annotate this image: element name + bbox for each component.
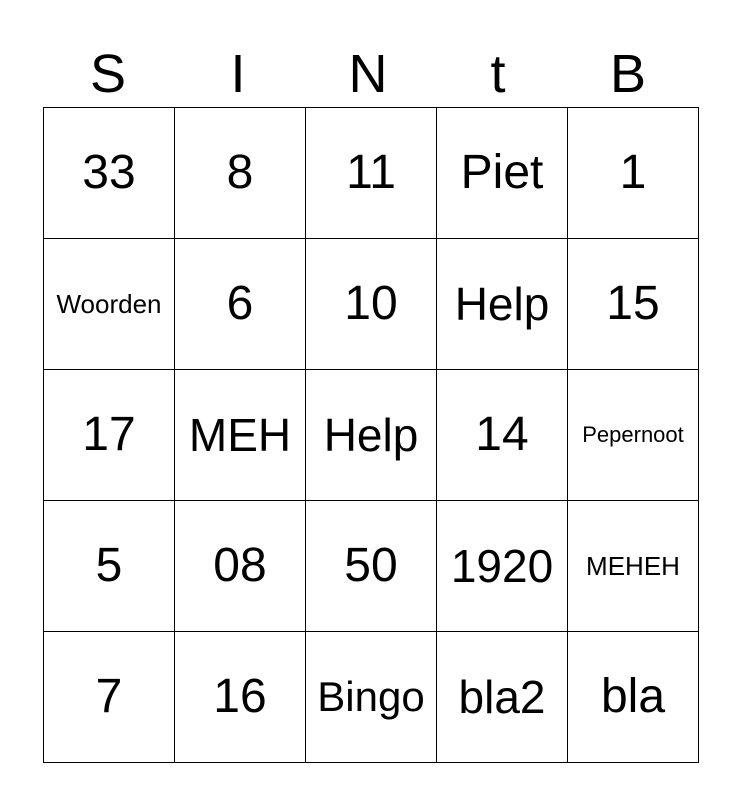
bingo-cell-r4-c4[interactable]: 1920 — [437, 501, 568, 632]
bingo-cell-r4-c1[interactable]: 5 — [44, 501, 175, 632]
header-letter-3: N — [348, 44, 388, 104]
bingo-header — [43, 40, 693, 108]
board-row — [44, 108, 699, 239]
bingo-cell-r5-c2[interactable]: 16 — [175, 632, 306, 763]
bingo-cell-r3-c5[interactable]: Pepernoot — [568, 370, 699, 501]
bingo-cell-r1-c1[interactable]: 33 — [44, 108, 175, 239]
board-row — [44, 501, 699, 632]
bingo-cell-r4-c3[interactable]: 50 — [306, 501, 437, 632]
bingo-cell-r1-c3[interactable]: 11 — [306, 108, 437, 239]
bingo-cell-r2-c1[interactable]: Woorden — [44, 239, 175, 370]
bingo-cell-r5-c3[interactable]: Bingo — [306, 632, 437, 763]
bingo-cell-r5-c5[interactable]: bla — [568, 632, 699, 763]
header-letter-2: I — [230, 44, 246, 104]
header-letter-4: t — [490, 44, 506, 104]
bingo-cell-r5-c1[interactable]: 7 — [44, 632, 175, 763]
bingo-cell-r2-c2[interactable]: 6 — [175, 239, 306, 370]
board-row — [44, 632, 699, 763]
bingo-cell-r1-c2[interactable]: 8 — [175, 108, 306, 239]
bingo-cell-r3-c4[interactable]: 14 — [437, 370, 568, 501]
bingo-cell-r3-c2[interactable]: MEH — [175, 370, 306, 501]
bingo-cell-r4-c2[interactable]: 08 — [175, 501, 306, 632]
board-row — [44, 370, 699, 501]
board-row — [44, 239, 699, 370]
bingo-cell-r1-c5[interactable]: 1 — [568, 108, 699, 239]
bingo-cell-r2-c3[interactable]: 10 — [306, 239, 437, 370]
bingo-cell-r3-c3[interactable]: Help — [306, 370, 437, 501]
header-letter-1: S — [89, 44, 127, 104]
bingo-board — [43, 107, 699, 763]
bingo-cell-r2-c5[interactable]: 15 — [568, 239, 699, 370]
bingo-cell-r4-c5[interactable]: MEHEH — [568, 501, 699, 632]
header-letter-5: B — [609, 44, 647, 104]
bingo-cell-r1-c4[interactable]: Piet — [437, 108, 568, 239]
bingo-cell-r5-c4[interactable]: bla2 — [437, 632, 568, 763]
bingo-cell-r3-c1[interactable]: 17 — [44, 370, 175, 501]
bingo-cell-r2-c4[interactable]: Help — [437, 239, 568, 370]
